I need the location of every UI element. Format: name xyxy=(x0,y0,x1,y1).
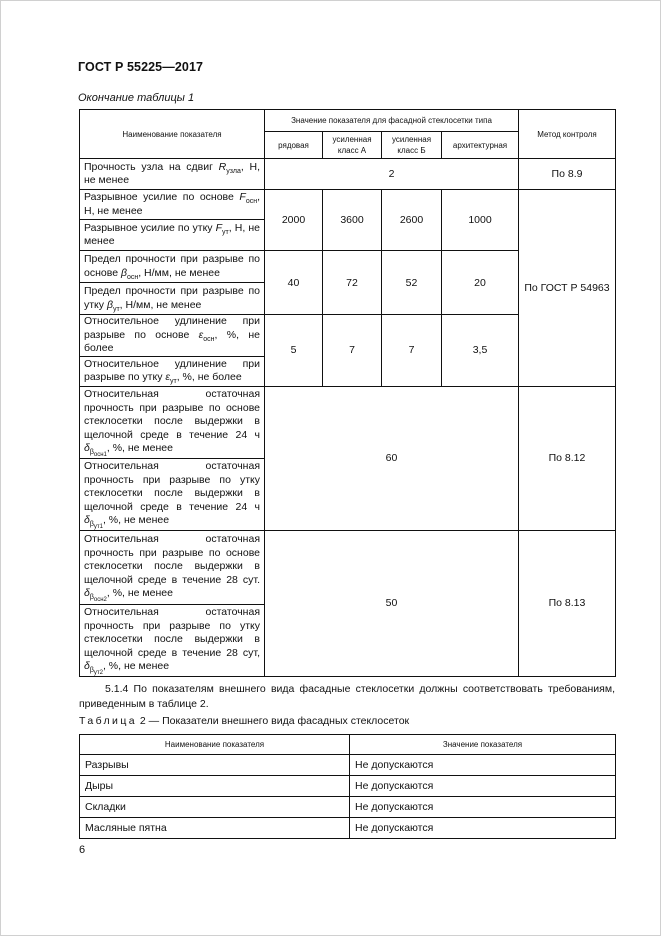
limit-method: По ГОСТ Р 54963 xyxy=(519,190,616,387)
limit-value-1: 40 xyxy=(265,251,323,315)
table-row xyxy=(80,190,616,220)
shear-value: 2 xyxy=(265,159,519,190)
resid24-value: 60 xyxy=(265,386,519,530)
row-label-resid28-weft: Относительная остаточная прочность при разрыве по утку стеклосетки после выдержки в щелочной среде в течение 28 сут, $\delta_{\beta_{ут2}}$, %, не менее xyxy=(80,604,265,676)
table2-caption: Таблица 2 — Показатели внешнего вида фасадных стеклосеток xyxy=(79,715,410,727)
row-label-elong-base: Относительное удлинение при разрыве по основе $\varepsilon_{осн}$, %, не более xyxy=(80,315,265,357)
table-row xyxy=(80,797,616,818)
elong-value-2: 7 xyxy=(323,315,382,387)
row-label-resid24-base: Относительная остаточная прочность при разрыве по основе стеклосетки после выдержки в щелочной среде в течение 24 ч $\delta_{\beta_{осн1}}$, %, не менее xyxy=(80,386,265,458)
table2-header-name: Наименование показателя xyxy=(80,735,350,755)
row-label-resid28-base: Относительная остаточная прочность при разрыве по основе стеклосетки после выдержки в щелочной среде в течение 28 сут. $\delta_{\beta_{осн2}}$, %, не менее xyxy=(80,530,265,604)
table1-header-name: Наименование показателя xyxy=(80,110,265,159)
tensile-value-3: 2600 xyxy=(382,190,442,251)
row-label-tensile-base: Разрывное усилие по основе $F_{осн}$, Н, не менее xyxy=(80,190,265,220)
elong-value-1: 5 xyxy=(265,315,323,387)
table2-cell-name: Дыры xyxy=(80,776,350,797)
resid28-value: 50 xyxy=(265,530,519,676)
table1-header-type-1: рядовая xyxy=(265,132,323,159)
table1-header-group: Значение показателя для фасадной стеклосетки типа xyxy=(265,110,519,132)
table2 xyxy=(79,734,616,839)
tensile-value-4: 1000 xyxy=(442,190,519,251)
elong-value-3: 7 xyxy=(382,315,442,387)
limit-value-3: 52 xyxy=(382,251,442,315)
tensile-value-2: 3600 xyxy=(323,190,382,251)
row-label-tensile-weft: Разрывное усилие по утку $F_{ут}$, Н, не менее xyxy=(80,220,265,251)
row-label-shear: Прочность узла на сдвиг $R_{узла}$, Н, не менее xyxy=(80,159,265,190)
table1-header-method: Метод контроля xyxy=(519,110,616,159)
document-header: ГОСТ Р 55225—2017 xyxy=(78,60,204,74)
table2-cell-value: Не допускаются xyxy=(350,776,616,797)
limit-value-2: 72 xyxy=(323,251,382,315)
limit-value-4: 20 xyxy=(442,251,519,315)
table2-cell-value: Не допускаются xyxy=(350,818,616,839)
table-row xyxy=(80,776,616,797)
resid28-method: По 8.13 xyxy=(519,530,616,676)
table2-cell-value: Не допускаются xyxy=(350,797,616,818)
table-row xyxy=(80,159,616,190)
row-label-limit-base: Предел прочности при разрыве по основе $\beta_{осн}$, Н/мм, не менее xyxy=(80,251,265,283)
table2-cell-value: Не допускаются xyxy=(350,755,616,776)
table-row xyxy=(80,530,616,604)
row-label-elong-weft: Относительное удлинение при разрыве по утку $\varepsilon_{ут}$, %, не более xyxy=(80,356,265,386)
table2-cell-name: Масляные пятна xyxy=(80,818,350,839)
paragraph-5-1-4: 5.1.4 По показателям внешнего вида фасадные стеклосетки должны соответствовать требованиям, приведенным в таблице 2. xyxy=(79,683,615,710)
table-row xyxy=(80,386,616,458)
table2-cell-name: Складки xyxy=(80,797,350,818)
resid24-method: По 8.12 xyxy=(519,386,616,530)
row-label-resid24-weft: Относительная остаточная прочность при разрыве по утку стеклосетки после выдержки в щелочной среде в течение 24 ч $\delta_{\beta_{ут1}}$, %, не менее xyxy=(80,458,265,530)
table-row xyxy=(80,755,616,776)
row-label-limit-weft: Предел прочности при разрыве по утку $\beta_{ут}$, Н/мм, не менее xyxy=(80,283,265,315)
table1-header-type-4: архитектурная xyxy=(442,132,519,159)
table1-header-type-2: усиленная класс А xyxy=(323,132,382,159)
tensile-value-1: 2000 xyxy=(265,190,323,251)
table1 xyxy=(79,109,616,677)
table1-header-type-3: усиленная класс Б xyxy=(382,132,442,159)
shear-method: По 8.9 xyxy=(519,159,616,190)
table1-caption: Окончание таблицы 1 xyxy=(78,92,195,104)
table2-cell-name: Разрывы xyxy=(80,755,350,776)
elong-value-4: 3,5 xyxy=(442,315,519,387)
page-number: 6 xyxy=(79,844,86,856)
table-row xyxy=(80,818,616,839)
table2-header-value: Значение показателя xyxy=(350,735,616,755)
